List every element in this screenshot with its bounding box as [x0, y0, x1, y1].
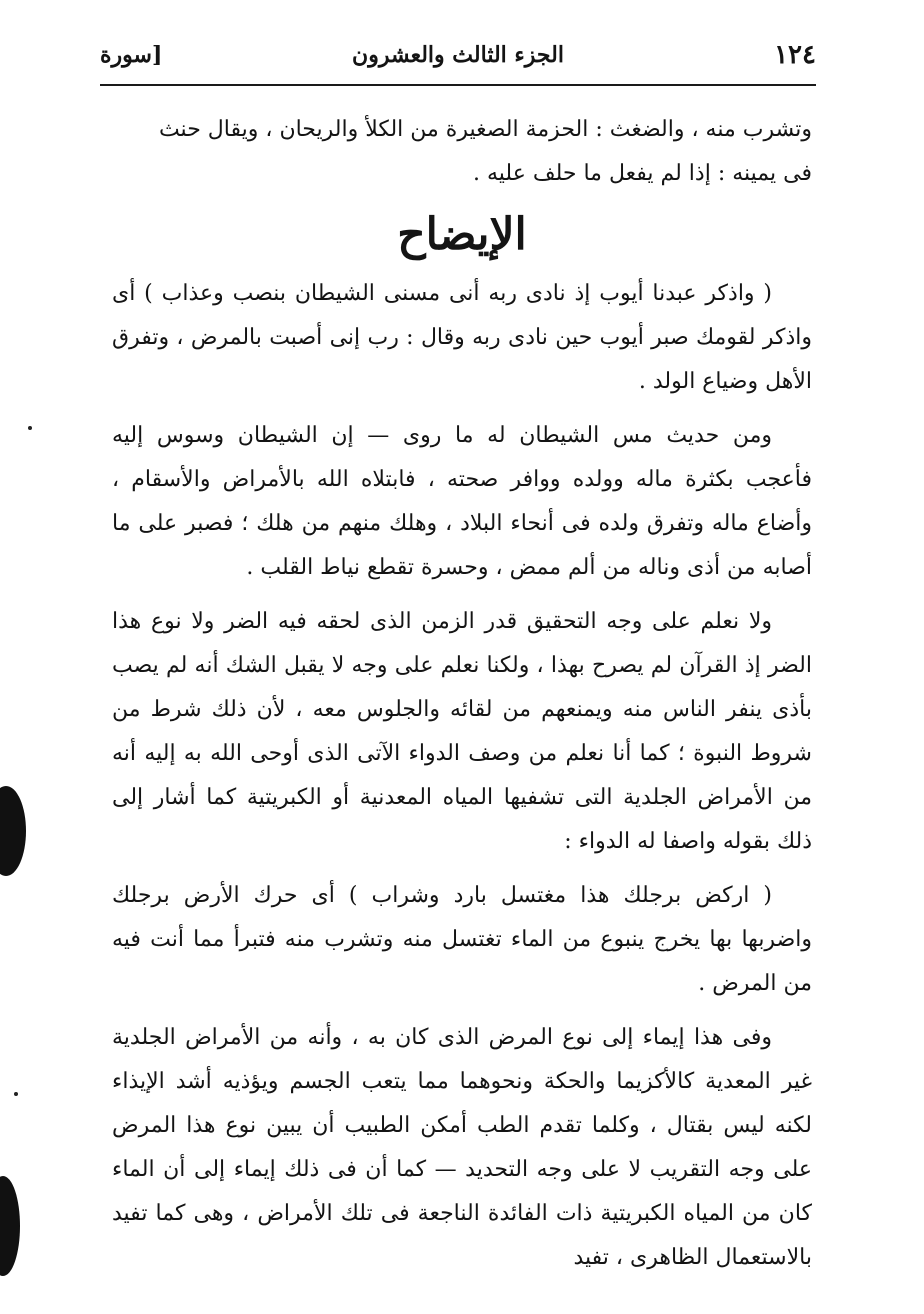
surah-label: [سورة — [100, 42, 163, 68]
paragraph-verse-ayyub: ( واذكر عبدنا أيوب إذ نادى ربه أنى مسنى الشيطان بنصب وعذاب ) أى واذكر لقومك صبر أيوب حين نادى ربه وقال : رب إنى أصبت بالمرض ، وتفرق الأهل وضياع الولد . — [112, 281, 812, 394]
section-heading: الإيضاح — [397, 209, 527, 260]
paragraph-verse-urkud: ( اركض برجلك هذا مغتسل بارد وشراب ) أى حرك الأرض برجلك واضربها بها يخرج ينبوع من الماء تغتسل منه وتشرب منه فتبرأ مما أنت فيه من المرض . — [112, 883, 812, 996]
scan-blot-top — [0, 786, 26, 876]
page-header — [100, 34, 816, 84]
header-rule — [100, 84, 816, 86]
paragraph-indication: وفى هذا إيماء إلى نوع المرض الذى كان به ، وأنه من الأمراض الجلدية غير المعدية كالأكزيما والحكة ونحوهما مما يتعب الجسم ويؤذيه أشد الإيذاء لكنه ليس بقتال ، وكلما تقدم الطب أمكن الطبيب أن يبين نوع هذا المرض على وجه التقريب لا على وجه التحديد — كما أن فى ذلك إيماء إلى أن الماء كان من المياه الكبريتية ذات الفائدة الناجعة فى تلك الأمراض ، وهى كما تفيد بالاستعمال الظاهرى ، تفيد — [112, 1025, 812, 1270]
intro-line-1: وتشرب منه ، والضغث : الحزمة الصغيرة من الكلأ والريحان ، ويقال حنث — [158, 117, 812, 142]
scan-speck — [28, 426, 32, 430]
paragraph-shaitan: ومن حديث مس الشيطان له ما روى — إن الشيطان وسوس إليه فأعجب بكثرة ماله وولده ووافر صحته ، فابتلاه الله بالأمراض والأسقام ، وأضاع ماله وتفرق ولده فى أنحاء البلاد ، وهلك منهم من هلك ؛ فصبر على ما أصابه من أذى وناله من ألم ممض ، وحسرة تقطع نياط القلب . — [112, 423, 812, 580]
paragraph-nature-of-illness: ولا نعلم على وجه التحقيق قدر الزمن الذى لحقه فيه الضر ولا نوع هذا الضر إذ القرآن لم يصرح بهذا ، ولكنا نعلم على وجه لا يقبل الشك أنه لم يصب بأذى ينفر الناس منه ويمنعهم من لقائه والجلوس معه ، لأن ذلك شرط من شروط النبوة ؛ كما أنا نعلم من وصف الدواء الآتى الذى أوحى الله به إليه أنه من الأمراض الجلدية التى تشفيها المياه المعدنية أو الكبريتية كما أشار إلى ذلك بقوله واصفا له الدواء : — [112, 609, 812, 854]
scan-blot-bottom — [0, 1176, 20, 1276]
body-text — [112, 108, 812, 1280]
scan-speck — [14, 1092, 18, 1096]
page-number: ١٢٤ — [774, 40, 816, 70]
running-title: الجزء الثالث والعشرون — [352, 42, 564, 68]
intro-line-2: فى يمينه : إذا لم يفعل ما حلف عليه . — [473, 161, 812, 186]
